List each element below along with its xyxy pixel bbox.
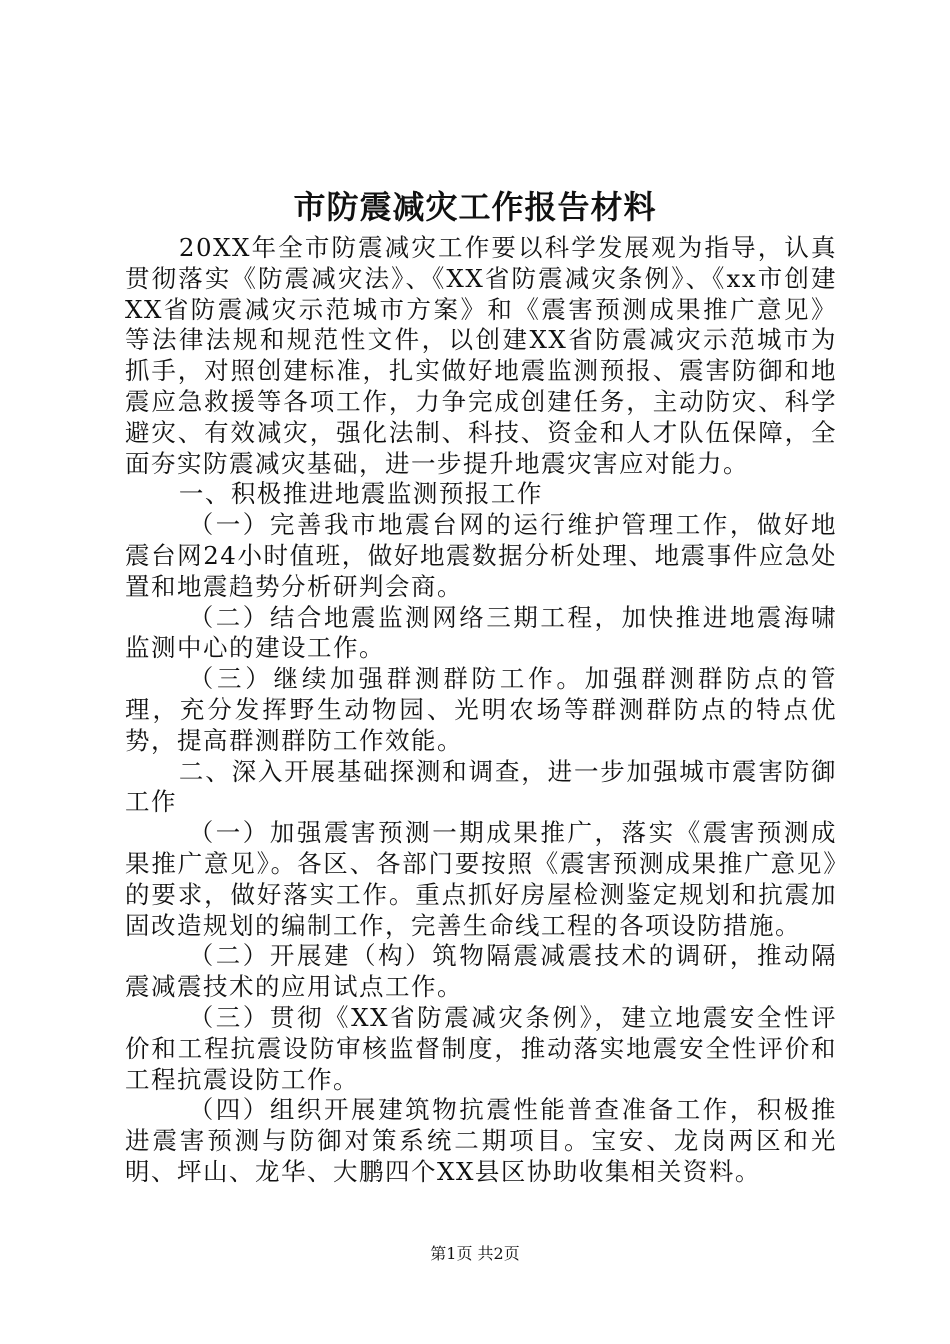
section-heading-2: 二、深入开展基础探测和调查，进一步加强城市震害防御工作 [125,756,837,817]
section-1-item-1: （一）完善我市地震台网的运行维护管理工作，做好地震台网24小时值班，做好地震数据分析处理、地震事件应急处置和地震趋势分析研判会商。 [125,510,837,601]
section-1-item-2: （二）结合地震监测网络三期工程，加快推进地震海啸监测中心的建设工作。 [125,602,837,663]
section-2-item-2: （二）开展建（构）筑物隔震减震技术的调研，推动隔震减震技术的应用试点工作。 [125,941,837,1002]
section-2-item-3: （三）贯彻《XX省防震减灾条例》，建立地震安全性评价和工程抗震设防审核监督制度，推动落实地震安全性评价和工程抗震设防工作。 [125,1002,837,1094]
section-2-item-1: （一）加强震害预测一期成果推广，落实《震害预测成果推广意见》。各区、各部门要按照《震害预测成果推广意见》的要求，做好落实工作。重点抓好房屋检测鉴定规划和抗震加固改造规划的编制工作，完善生命线工程的各项设防措施。 [125,818,837,940]
section-heading-1: 一、积极推进地震监测预报工作 [178,479,543,509]
intro-paragraph: 20XX年全市防震减灾工作要以科学发展观为指导，认真贯彻落实《防震减灾法》、《XX省防震减灾条例》、《xx市创建XX省防震减灾示范城市方案》和《震害预测成果推广意见》等法律法规和规范性文件，以创建XX省防震减灾示范城市为抓手，对照创建标准，扎实做好地震监测预报、震害防御和地震应急救援等各项工作，力争完成创建任务，主动防灾、科学避灾、有效减灾，强化法制、科技、资金和人才队伍保障，全面夯实防震减灾基础，进一步提升地震灾害应对能力。 [125,233,837,478]
section-1-item-3: （三）继续加强群测群防工作。加强群测群防点的管理，充分发挥野生动物园、光明农场等群测群防点的特点优势，提高群测群防工作效能。 [125,664,837,755]
page-number-footer: 第1页 共2页 [430,1244,520,1263]
section-2-item-4: （四）组织开展建筑物抗震性能普查准备工作，积极推进震害预测与防御对策系统二期项目。宝安、龙岗两区和光明、坪山、龙华、大鹏四个XX县区协助收集相关资料。 [125,1095,837,1186]
document-title: 市防震减灾工作报告材料 [293,188,657,226]
document-body [125,233,837,1188]
